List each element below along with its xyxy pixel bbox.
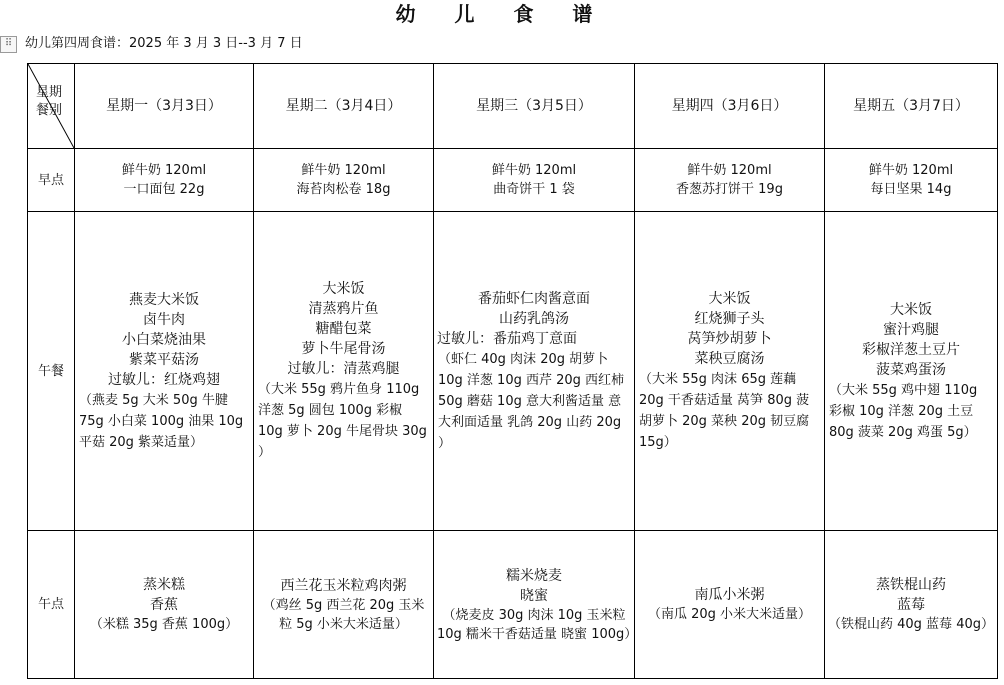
day-header-tue: 星期二（3月4日） (254, 64, 434, 149)
lunch-dish: 红烧狮子头 (694, 311, 765, 327)
lunch-cell-tue (254, 212, 434, 531)
lunch-dish: 大米饭 (322, 281, 365, 297)
breakfast-item: 鲜牛奶 120ml (491, 163, 577, 178)
snack-ingredients: （鸡丝 5g 西兰花 20g 玉米粒 5g 小米大米适量） (262, 597, 425, 632)
snack-dish: 糯米烧麦 (506, 567, 562, 584)
breakfast-item: 海苔肉松卷 18g (296, 182, 391, 197)
corner-header-cell (28, 64, 75, 149)
snack-dish: 蒸米糕 (143, 577, 185, 593)
lunch-cell-mon (75, 212, 254, 531)
table-header-row (28, 64, 998, 149)
lunch-dish: 蜜汁鸡腿 (883, 321, 939, 338)
snack-ingredients: （米糕 35g 香蕉 100g） (89, 617, 239, 632)
row-label-snack: 午点 (28, 531, 75, 679)
lunch-allergy-dish: 过敏儿：清蒸鸡腿 (287, 361, 400, 377)
breakfast-cell (434, 149, 635, 212)
lunch-ingredients: （虾仁 40g 肉沫 20g 胡萝卜 10g 洋葱 10g 西芹 20g 西红柿 50g 蘑菇 10g 意大利酱适量 意大利面适量 乳鸽 20g 山药 20g ） (438, 351, 625, 451)
breakfast-item: 每日坚果 14g (870, 182, 952, 197)
lunch-dish: 燕麦大米饭 (129, 291, 199, 308)
page-title: 幼 儿 食 谱 (395, 2, 609, 26)
lunch-ingredients: （大米 55g 鸡中翅 110g 彩椒 10g 洋葱 20g 土豆 80g 菠菜 20g 鸡蛋 5g） (829, 382, 978, 440)
breakfast-item: 鲜牛奶 120ml (868, 163, 954, 178)
lunch-dish: 卤牛肉 (143, 311, 185, 328)
breakfast-item: 鲜牛奶 120ml (301, 163, 386, 178)
lunch-dish: 糖醋包菜 (315, 321, 372, 337)
snack-cell-wed (434, 531, 638, 679)
snack-dish: 晓蜜 (520, 587, 548, 604)
snack-ingredients: （南瓜 20g 小米大米适量） (647, 607, 812, 622)
menu-week-subtitle: 幼儿第四周食谱：2025 年 3 月 3 日--3 月 7 日 (25, 36, 303, 51)
snack-cell-mon (75, 531, 254, 679)
lunch-dish: 彩椒洋葱土豆片 (862, 341, 960, 358)
snack-dish: 西兰花玉米粒鸡肉粥 (280, 577, 407, 594)
row-label-lunch: 午餐 (28, 212, 75, 531)
snack-row (28, 531, 998, 679)
snack-dish: 南瓜小米粥 (694, 587, 765, 603)
lunch-dish: 大米饭 (890, 301, 932, 318)
snack-dish: 蒸铁棍山药 (876, 577, 946, 593)
menu-table (27, 63, 998, 679)
lunch-cell-thu (635, 212, 825, 531)
row-label-breakfast: 早点 (28, 149, 75, 212)
breakfast-cell (635, 149, 825, 212)
lunch-dish: 清蒸鸦片鱼 (308, 301, 379, 317)
lunch-dish: 菠菜鸡蛋汤 (876, 361, 946, 378)
corner-meal-label: 餐别 (36, 103, 63, 118)
snack-cell-fri (825, 531, 998, 679)
corner-weekday-label: 星期 (36, 85, 63, 100)
lunch-dish: 山药乳鸽汤 (499, 310, 569, 327)
snack-cell-tue (254, 531, 434, 679)
day-header-mon: 星期一（3月3日） (75, 64, 254, 149)
lunch-dish: 菜秧豆腐汤 (694, 351, 765, 367)
day-header-wed: 星期三（3月5日） (434, 64, 635, 149)
snack-cell-thu (635, 531, 825, 679)
lunch-dish: 莴笋炒胡萝卜 (687, 331, 772, 347)
breakfast-cell (825, 149, 998, 212)
breakfast-cell (254, 149, 434, 212)
day-header-thu: 星期四（3月6日） (635, 64, 825, 149)
snack-ingredients: （烧麦皮 30g 肉沫 10g 玉米粒 10g 糯米干香菇适量 晓蜜 100g） (437, 607, 638, 642)
lunch-dish: 番茄虾仁肉酱意面 (478, 290, 590, 307)
lunch-cell-fri (825, 212, 998, 531)
snack-dish: 蓝莓 (897, 597, 925, 613)
lunch-dish: 紫菜平菇汤 (129, 351, 199, 368)
lunch-ingredients: （燕麦 5g 大米 50g 牛腱 75g 小白菜 100g 油果 10g 平菇 20g 紫菜适量） (79, 392, 244, 450)
lunch-allergy-dish: 过敏儿：番茄鸡丁意面 (437, 330, 577, 347)
lunch-ingredients: （大米 55g 鸦片鱼身 110g 洋葱 5g 圆包 100g 彩椒 10g 萝卜 20g 牛尾骨块 30g ） (258, 382, 427, 460)
lunch-row (28, 212, 998, 531)
day-header-fri: 星期五（3月7日） (825, 64, 998, 149)
snack-ingredients: （铁棍山药 40g 蓝莓 40g） (828, 617, 994, 632)
table-move-handle-icon[interactable]: ⠿ (0, 36, 17, 53)
breakfast-item: 一口面包 22g (123, 182, 205, 197)
lunch-dish: 小白菜烧油果 (122, 331, 206, 348)
breakfast-item: 鲜牛奶 120ml (687, 163, 772, 178)
breakfast-cell (75, 149, 254, 212)
lunch-dish: 萝卜牛尾骨汤 (301, 341, 386, 357)
breakfast-row (28, 149, 998, 212)
breakfast-item: 曲奇饼干 1 袋 (493, 182, 575, 197)
lunch-dish: 大米饭 (708, 291, 751, 307)
lunch-ingredients: （大米 55g 肉沫 65g 莲藕 20g 干香菇适量 莴笋 80g 菠胡萝卜 20g 菜秧 20g 韧豆腐 15g） (639, 372, 810, 450)
breakfast-item: 香葱苏打饼干 19g (676, 182, 783, 197)
breakfast-item: 鲜牛奶 120ml (121, 163, 207, 178)
lunch-allergy-dish: 过敏儿：红烧鸡翅 (108, 371, 220, 388)
snack-dish: 香蕉 (150, 597, 178, 613)
lunch-cell-wed (434, 212, 635, 531)
